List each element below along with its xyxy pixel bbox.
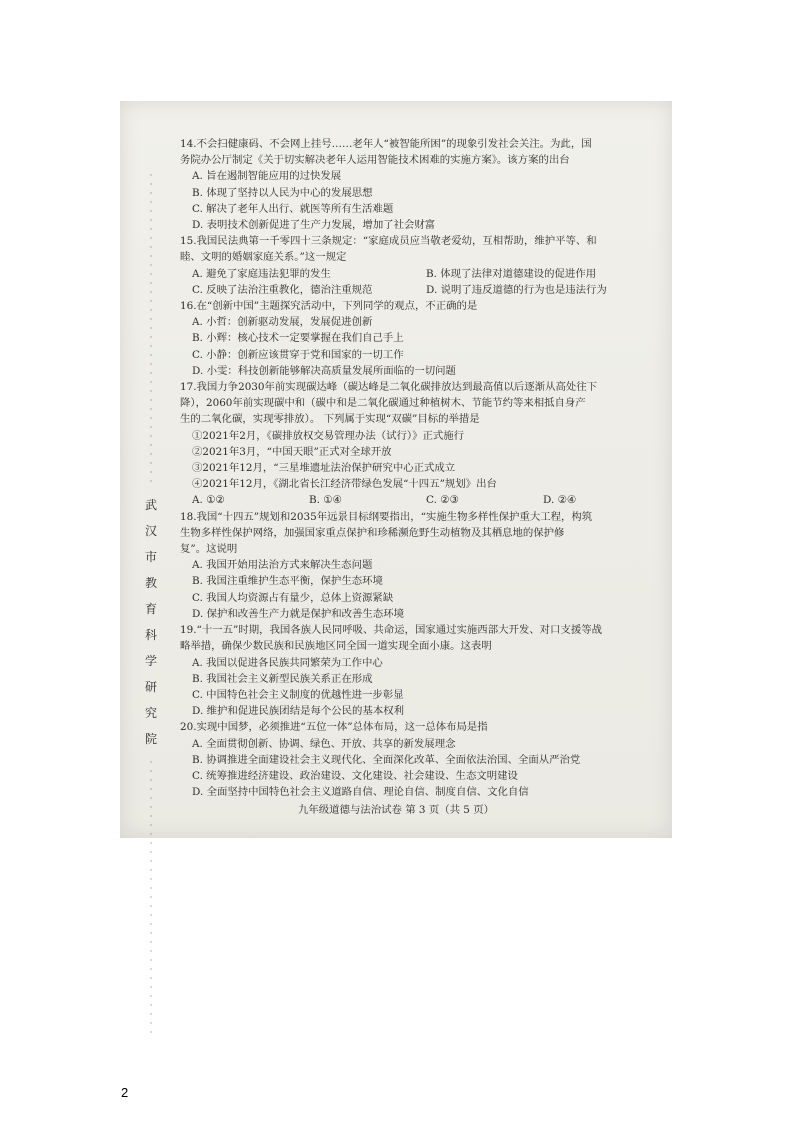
margin-label-char: 教 (144, 576, 157, 590)
margin-label-char: 市 (144, 550, 157, 564)
question-15 (180, 233, 660, 298)
margin-label-char: 研 (144, 680, 157, 694)
option-a: A. 避免了家庭违法犯罪的发生 (192, 267, 331, 280)
question-stem: 生物多样性保护网络，加强国家重点保护和珍稀濒危野生动植物及其栖息地的保护修 (180, 526, 565, 539)
option-d: D. 全面坚持中国特色社会主义道路自信、理论自信、制度自信、文化自信 (192, 786, 529, 799)
option-a: A. 小哲：创新驱动发展，发展促进创新 (192, 316, 373, 329)
question-stem: 略举措，确保少数民族和民族地区同全国一道实现全面小康。这表明 (180, 640, 492, 653)
option-b: B. 小辉：核心技术一定要掌握在我们自己手上 (192, 332, 404, 345)
question-stem: 16.在“创新中国”主题探究活动中，下列同学的观点，不正确的是 (180, 300, 478, 313)
statement-2: ②2021年3月，“中国天眼”正式对全球开放 (192, 445, 392, 458)
statement-4: ④2021年12月，《湖北省长江经济带绿色发展“十四五”规划》出台 (192, 478, 497, 491)
question-14 (180, 136, 660, 233)
option-c: C. 统筹推进经济建设、政治建设、文化建设、社会建设、生态文明建设 (192, 769, 518, 782)
option-d: D. 保护和改善生产力就是保护和改善生态环境 (192, 607, 404, 620)
exam-photo (120, 101, 672, 1037)
margin-label-char: 究 (144, 706, 157, 720)
margin-label-char: 武 (144, 498, 157, 512)
option-b: B. 协调推进全面建设社会主义现代化、全面深化改革、全面依法治国、全面从严治党 (192, 753, 581, 766)
statement-1: ①2021年2月，《碳排放权交易管理办法（试行）》正式施行 (192, 429, 465, 442)
option-d: D. 表明技术创新促进了生产力发展，增加了社会财富 (192, 219, 436, 232)
question-stem: 复”。这说明 (180, 543, 238, 556)
option-row (180, 266, 660, 282)
question-stem: 睦、文明的婚姻家庭关系。”这一规定 (180, 251, 347, 264)
margin-label-char: 育 (144, 602, 157, 616)
question-stem: 14.不会扫健康码、不会网上挂号……老年人“被智能所困”的现象引发社会关注。为此，国 (180, 138, 592, 150)
option-c: C. ②③ (426, 494, 459, 507)
option-d: D. 维护和促进民族团结是每个公民的基本权利 (192, 705, 404, 718)
margin-label-char: 学 (144, 654, 157, 668)
question-stem: 19.“十一五”时期，我国各族人民同呼吸、共命运，国家通过实施西部大开发、对口支援等战 (180, 624, 602, 637)
option-a: A. ①② (192, 494, 225, 507)
question-17 (180, 379, 660, 509)
question-16 (180, 298, 660, 379)
question-18 (180, 509, 660, 622)
question-list (180, 136, 660, 800)
exam-footer: 九年级道德与法治试卷 第 3 页（共 5 页） (298, 804, 494, 816)
question-stem: 18.我国“十四五”规划和2035年远景目标纲要指出，“实施生物多样性保护重大工程，构筑 (180, 510, 593, 523)
margin-label-char: 科 (144, 628, 157, 642)
option-d: D. ②④ (543, 494, 577, 507)
question-19 (180, 622, 660, 719)
question-stem: 生的二氧化碳，实现零排放）。 下列属于实现“双碳”目标的举措是 (180, 413, 480, 426)
option-b: B. 体现了坚持以人民为中心的发展思想 (192, 186, 373, 199)
option-b: B. 我国社会主义新型民族关系正在形成 (192, 672, 373, 685)
margin-label (145, 492, 157, 752)
margin-dots-top: · · · · · · · · · · · · · · · · · · · · · · · · · · · · · · · · · · · (149, 171, 153, 486)
option-c: C. 我国人均资源占有量少，总体上资源紧缺 (192, 591, 394, 604)
question-stem: 降），2060年前实现碳中和（碳中和是二氧化碳通过种植树木、节能节约等来相抵自身产 (180, 397, 586, 410)
question-stem: 15.我国民法典第一千零四十三条规定：“家庭成员应当敬老爱幼，互相帮助，维护平等、和 (180, 235, 597, 248)
option-c: C. 解决了老年人出行、就医等所有生活难题 (192, 202, 394, 215)
statement-3: ③2021年12月，“三星堆遗址法治保护研究中心正式成立 (192, 462, 456, 475)
option-b: B. 体现了法律对道德建设的促进作用 (426, 267, 597, 280)
option-c: C. 小静：创新应该贯穿于党和国家的一切工作 (192, 348, 404, 361)
option-a: A. 我国以促进各民族共同繁荣为工作中心 (192, 656, 383, 669)
option-a: A. 我国开始用法治方式来解决生态问题 (192, 559, 373, 572)
margin-label-char: 院 (144, 732, 157, 746)
margin-dots-bottom: · · · · · · · · · · · · · · · · · · · · · · · · · · · · · · · (149, 758, 153, 1037)
option-b: B. ①④ (309, 494, 342, 507)
option-a: A. 旨在遏制智能应用的过快发展 (192, 170, 342, 183)
option-d: D. 说明了违反道德的行为也是违法行为 (426, 283, 607, 296)
question-stem: 20.实现中国梦，必须推进“五位一体”总体布局，这一总体布局是指 (180, 721, 488, 734)
margin-label-char: 汉 (144, 524, 157, 538)
option-b: B. 我国注重维护生态平衡，保护生态环境 (192, 575, 383, 588)
option-c: C. 中国特色社会主义制度的优越性进一步彰显 (192, 688, 404, 701)
option-row (180, 492, 660, 508)
option-a: A. 全面贯彻创新、协调、绿色、开放、共享的新发展理念 (192, 737, 456, 750)
option-c: C. 反映了法治注重教化，德治注重规范 (192, 283, 373, 296)
option-row (180, 282, 660, 298)
question-20 (180, 719, 660, 800)
binding-margin (136, 171, 166, 1037)
question-stem: 17.我国力争2030年前实现碳达峰（碳达峰是二氧化碳排放达到最高值以后逐渐从高处往下 (180, 381, 598, 394)
question-stem: 务院办公厅制定《关于切实解决老年人运用智能技术困难的实施方案》。该方案的出台 (180, 154, 570, 167)
option-d: D. 小雯：科技创新能够解决高质量发展所面临的一切问题 (192, 364, 456, 377)
page-number: 2 (121, 1085, 129, 1100)
